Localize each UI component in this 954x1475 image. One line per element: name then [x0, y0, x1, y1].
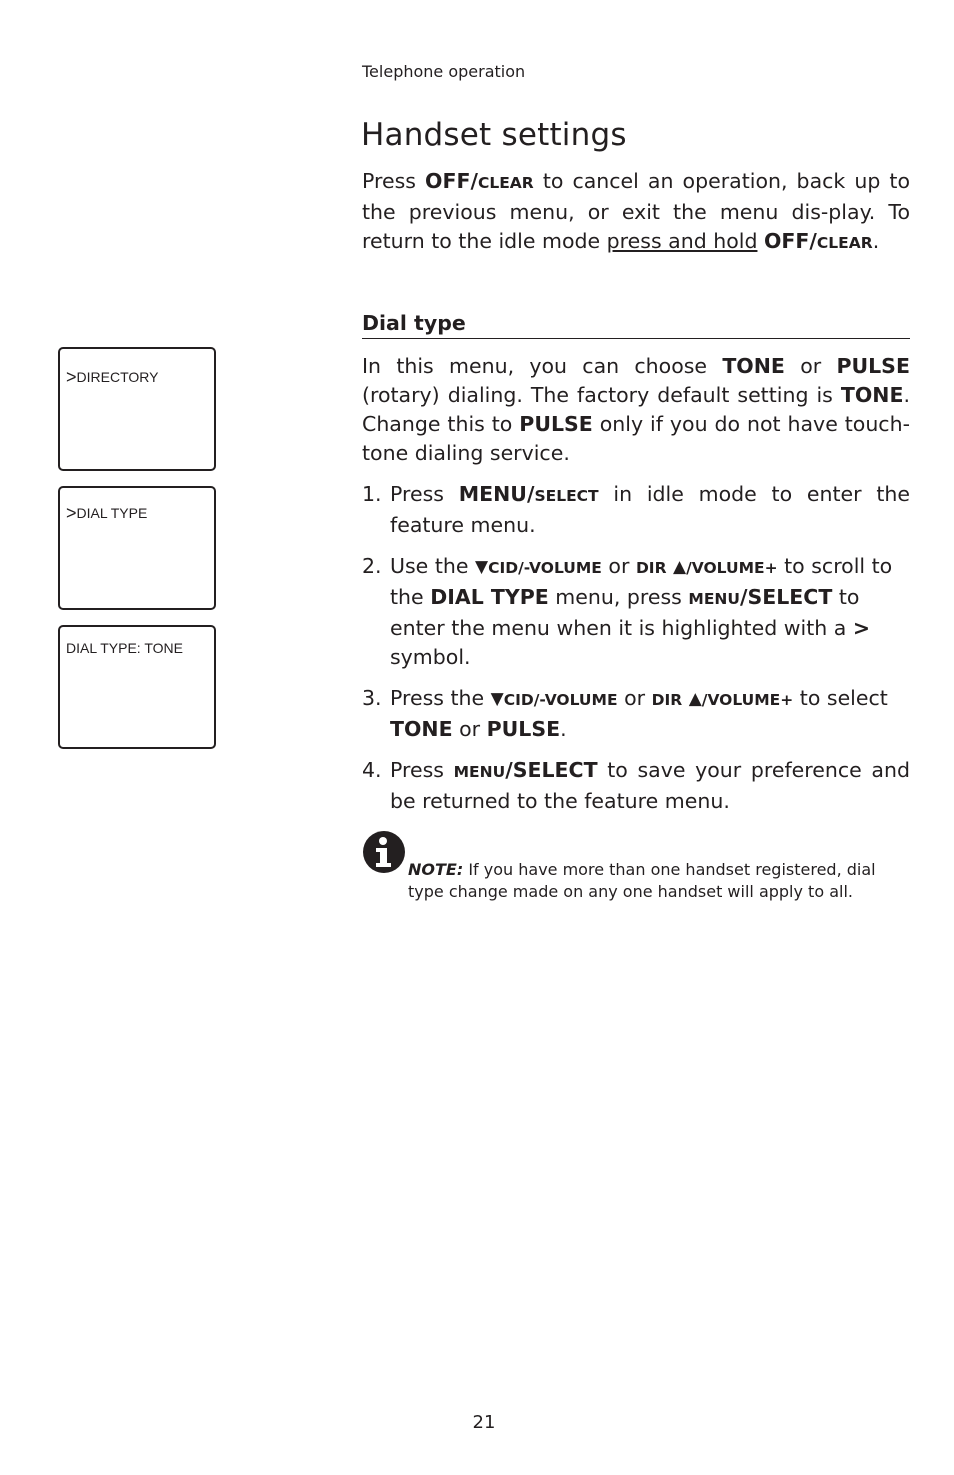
lcd-screen-dial-type: >DIAL TYPE	[58, 486, 216, 610]
screen-label: DIAL TYPE	[76, 505, 148, 521]
page-title: Handset settings	[361, 117, 627, 153]
intro-paragraph: Press OFF/CLEAR to cancel an operation, back up to the previous menu, or exit the menu dis-play. To return to the idle mode press and hold OFF/CLEAR.	[362, 169, 910, 253]
section-heading: Dial type	[362, 311, 910, 339]
lcd-screen-directory: >DIRECTORY	[58, 347, 216, 471]
up-triangle-icon: ▲	[673, 557, 687, 577]
list-item: 2. Use the ▼CID/-VOLUME or DIR ▲/VOLUME+ to scroll to the DIAL TYPE menu, press MENU/SELECT to enter the menu when it is highlighted with a > symbol.	[362, 554, 893, 669]
screen-label: DIRECTORY	[76, 369, 159, 385]
info-icon	[362, 830, 406, 874]
down-triangle-icon: ▼	[490, 689, 504, 709]
steps-list	[362, 480, 910, 828]
up-triangle-icon: ▲	[688, 689, 702, 709]
lcd-screen-dial-type-tone	[58, 625, 216, 749]
list-item: 3. Press the ▼CID/-VOLUME or DIR ▲/VOLUME+ to select TONE or PULSE.	[362, 686, 888, 741]
dial-type-paragraph: In this menu, you can choose TONE or PULSE (rotary) dialing. The factory default setting is TONE. Change this to PULSE only if you do not have touch-tone dialing service.	[362, 354, 910, 465]
list-item: 4. Press MENU/SELECT to save your preference and be returned to the feature menu.	[362, 758, 910, 813]
running-header: Telephone operation	[362, 62, 526, 81]
down-triangle-icon: ▼	[475, 557, 489, 577]
page-number: 21	[472, 1412, 496, 1433]
screen-label: DIAL TYPE: TONE	[66, 640, 183, 656]
list-item: 1. Press MENU/SELECT in idle mode to enter the feature menu.	[362, 482, 910, 537]
